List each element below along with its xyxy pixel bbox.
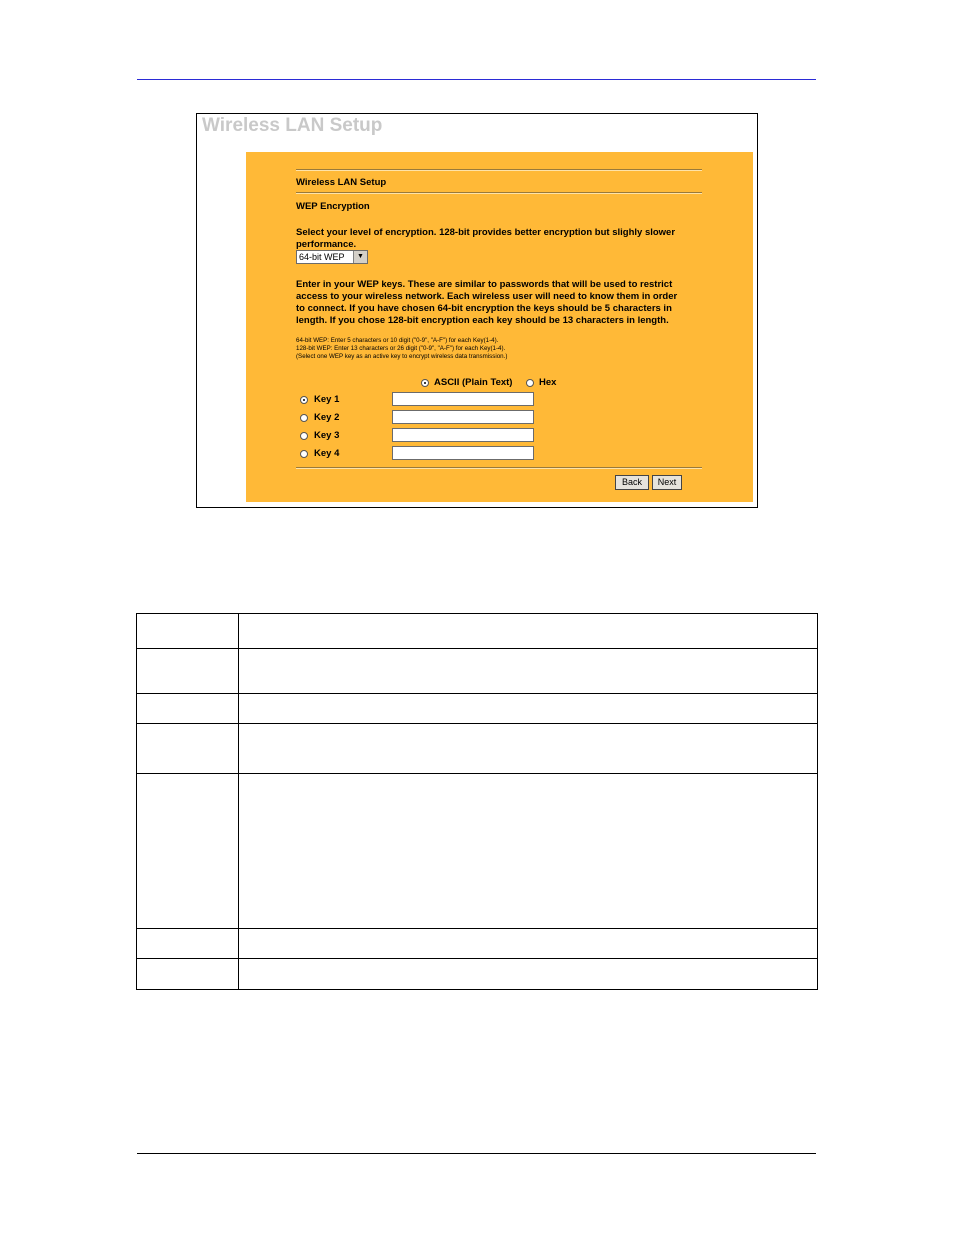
note-64bit: 64-bit WEP: Enter 5 characters or 10 digit ("0-9", "A-F") for each Key(1-4). [296, 337, 499, 344]
hex-radio[interactable] [526, 379, 534, 387]
divider [296, 169, 702, 171]
key-4-radio[interactable] [300, 450, 308, 458]
key-2-radio[interactable] [300, 414, 308, 422]
keys-text-line-2: access to your wireless network. Each wireless user will need to know them in order [296, 291, 678, 302]
ascii-radio[interactable] [421, 379, 429, 387]
hex-label: Hex [539, 377, 557, 388]
table-column-divider [238, 614, 239, 990]
key-2-input[interactable] [392, 410, 534, 424]
table-row-divider [137, 723, 817, 724]
wireless-setup-panel [246, 152, 753, 502]
page-footer-rule [137, 1153, 816, 1154]
keys-text-line-1: Enter in your WEP keys. These are similar to passwords that will be used to restrict [296, 279, 673, 290]
chevron-down-icon[interactable]: ▼ [353, 251, 367, 263]
key-1-radio[interactable] [300, 396, 308, 404]
divider [296, 192, 702, 194]
keys-text-line-3: to connect. If you have chosen 64-bit encryption the keys should be 5 characters in [296, 303, 672, 314]
key-3-label: Key 3 [314, 430, 340, 441]
back-button[interactable]: Back [615, 475, 649, 490]
level-text-line-2: performance. [296, 239, 357, 250]
key-3-radio[interactable] [300, 432, 308, 440]
key-4-label: Key 4 [314, 448, 340, 459]
table-row-divider [137, 648, 817, 649]
key-1-label: Key 1 [314, 394, 340, 405]
table-row-divider [137, 958, 817, 959]
table-row-divider [137, 928, 817, 929]
note-active-key: (Select one WEP key as an active key to encrypt wireless data transmission.) [296, 353, 508, 360]
keys-text-line-4: length. If you chose 128-bit encryption each key should be 13 characters in length. [296, 315, 669, 326]
key-1-input[interactable] [392, 392, 534, 406]
note-128bit: 128-bit WEP: Enter 13 characters or 26 digit ("0-9", "A-F") for each Key(1-4). [296, 345, 506, 352]
table-row-divider [137, 693, 817, 694]
divider [296, 467, 702, 469]
encryption-level-value: 64-bit WEP [299, 252, 345, 262]
ascii-label: ASCII (Plain Text) [434, 377, 513, 388]
encryption-level-select[interactable] [296, 250, 368, 264]
screenshot-frame [196, 113, 758, 508]
table-row-divider [137, 773, 817, 774]
page-header-rule [137, 79, 816, 80]
next-button[interactable]: Next [652, 475, 682, 490]
section-title: Wireless LAN Setup [296, 177, 387, 188]
subsection-title: WEP Encryption [296, 201, 370, 212]
field-description-table [136, 613, 818, 990]
key-4-input[interactable] [392, 446, 534, 460]
key-2-label: Key 2 [314, 412, 340, 423]
key-3-input[interactable] [392, 428, 534, 442]
page-title: Wireless LAN Setup [202, 115, 383, 136]
level-text-line-1: Select your level of encryption. 128-bit provides better encryption but slighly slower [296, 227, 676, 238]
